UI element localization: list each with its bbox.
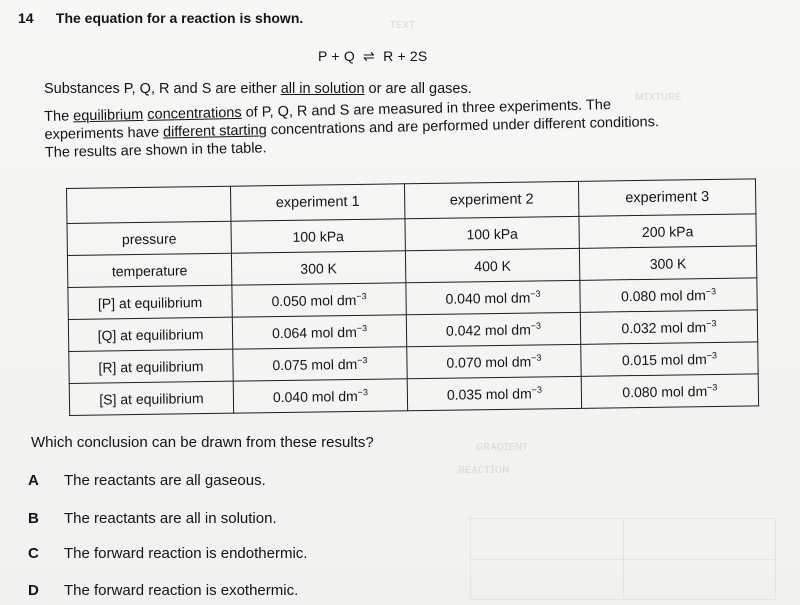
option-letter: D xyxy=(28,582,39,599)
unit-exponent: −3 xyxy=(705,285,717,296)
underlined-text: concentrations xyxy=(147,104,242,123)
concentration-value: 0.070 mol dm xyxy=(446,353,532,371)
conclusion-question: Which conclusion can be drawn from these results? xyxy=(31,434,374,451)
unit-exponent: −3 xyxy=(706,317,717,328)
option-a[interactable] xyxy=(28,472,266,489)
equilibrium-arrow-icon: ⇌ xyxy=(363,48,375,64)
option-letter: A xyxy=(28,472,39,489)
concentration-value: 0.040 mol dm xyxy=(272,387,358,405)
table-cell: 100 kPa xyxy=(231,219,405,253)
equation-right: R + 2S xyxy=(383,48,428,64)
concentration-value: 0.035 mol dm xyxy=(446,385,532,403)
option-b[interactable] xyxy=(28,510,277,527)
question-header xyxy=(18,10,303,26)
bleed-through-text: ᴍɪxᴛᴜʀᴇ xyxy=(635,88,682,103)
bleed-through-table xyxy=(470,518,776,600)
results-table xyxy=(66,178,759,416)
concentration-value: 0.075 mol dm xyxy=(272,355,358,373)
table-cell: 300 K xyxy=(579,246,756,280)
option-d[interactable] xyxy=(28,582,298,599)
paragraph-text: The xyxy=(44,108,74,125)
concentration-value: 0.080 mol dm xyxy=(620,286,706,304)
unit-exponent: −3 xyxy=(706,349,718,360)
table-cell xyxy=(406,312,580,346)
row-label: temperature xyxy=(67,253,231,287)
concentration-value: 0.032 mol dm xyxy=(621,318,707,336)
option-text: The forward reaction is endothermic. xyxy=(64,545,308,562)
table-cell: 300 K xyxy=(231,251,405,285)
concentration-value: 0.050 mol dm xyxy=(271,291,357,309)
table-cell xyxy=(580,310,757,344)
table-cell: 100 kPa xyxy=(405,216,579,250)
underlined-text: equilibrium xyxy=(73,106,144,125)
table-cell xyxy=(580,278,757,312)
row-label: [S] at equilibrium xyxy=(69,381,233,415)
concentration-value: 0.015 mol dm xyxy=(621,350,707,368)
unit-exponent: −3 xyxy=(356,290,367,301)
paragraph-text: concentrations and are performed under different conditions. xyxy=(266,114,660,139)
option-text: The forward reaction is exothermic. xyxy=(64,582,299,599)
paragraph-text: Substances P, Q, R and S are either xyxy=(44,81,281,97)
paragraph-line: The results are shown in the table. xyxy=(44,140,267,161)
table-header-experiment-1: experiment 1 xyxy=(230,184,404,221)
question-number: 14 xyxy=(18,10,34,26)
row-label: [P] at equilibrium xyxy=(68,285,232,319)
unit-exponent: −3 xyxy=(357,386,368,397)
table-cell xyxy=(581,374,758,408)
unit-exponent: −3 xyxy=(530,288,541,299)
row-label: pressure xyxy=(67,221,231,255)
row-label: [R] at equilibrium xyxy=(69,349,233,383)
results-table-wrapper xyxy=(66,179,722,410)
bleed-through-text: ᴛᴇxᴛ xyxy=(390,16,415,31)
bleed-through-text: ɢʀᴀᴅɪᴇɴᴛ xyxy=(476,438,529,453)
concentration-value: 0.080 mol dm xyxy=(622,382,708,400)
table-header-experiment-2: experiment 2 xyxy=(404,181,578,218)
option-c[interactable] xyxy=(28,545,307,562)
reaction-equation xyxy=(318,48,427,65)
table-cell xyxy=(406,280,580,314)
experiment-description-paragraph xyxy=(44,95,659,162)
concentration-value: 0.064 mol dm xyxy=(271,323,357,341)
table-header-experiment-3: experiment 3 xyxy=(578,179,755,216)
option-letter: C xyxy=(28,545,39,562)
concentration-value: 0.042 mol dm xyxy=(445,321,531,339)
concentration-value: 0.040 mol dm xyxy=(445,289,531,307)
paragraph-text: experiments have xyxy=(44,124,164,143)
substance-state-paragraph xyxy=(44,80,472,98)
bleed-through-text: ʀᴇᴀᴄᴛɪᴏɴ xyxy=(458,461,510,476)
row-label: [Q] at equilibrium xyxy=(68,317,232,351)
underlined-text: different starting xyxy=(162,122,267,141)
question-prompt: The equation for a reaction is shown. xyxy=(55,10,304,26)
unit-exponent: −3 xyxy=(530,320,542,331)
table-cell: 400 K xyxy=(405,248,579,282)
table-cell xyxy=(233,347,407,381)
table-cell xyxy=(232,283,406,317)
paragraph-text: of P, Q, R and S are measured in three experiments. The xyxy=(241,97,612,121)
unit-exponent: −3 xyxy=(357,354,368,365)
table-cell xyxy=(233,379,407,413)
table-header-empty xyxy=(67,186,231,223)
table-cell xyxy=(581,342,758,376)
unit-exponent: −3 xyxy=(531,384,542,395)
underlined-text: all in solution xyxy=(280,81,365,97)
table-cell xyxy=(407,376,581,410)
table-cell xyxy=(232,315,406,349)
paragraph-text: or are all gases. xyxy=(364,81,472,97)
option-text: The reactants are all gaseous. xyxy=(64,472,266,489)
unit-exponent: −3 xyxy=(531,352,542,363)
option-letter: B xyxy=(28,510,39,527)
option-text: The reactants are all in solution. xyxy=(64,510,277,527)
equation-left: P + Q xyxy=(318,48,355,64)
table-cell: 200 kPa xyxy=(579,214,756,248)
unit-exponent: −3 xyxy=(356,322,368,333)
unit-exponent: −3 xyxy=(707,381,718,392)
table-cell xyxy=(407,344,581,378)
